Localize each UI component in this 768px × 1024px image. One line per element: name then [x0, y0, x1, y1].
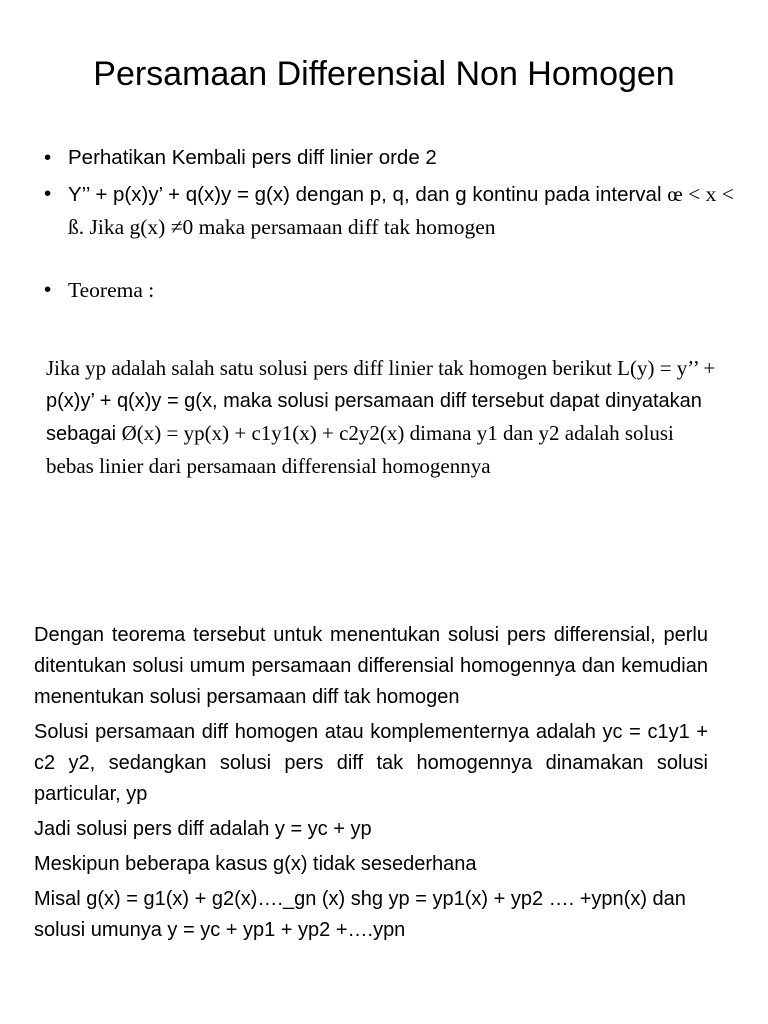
- spacer: [44, 248, 734, 274]
- bullet-dot: •: [44, 182, 52, 205]
- bullet-item-3: [44, 274, 734, 307]
- theorem-paragraph: [46, 352, 726, 482]
- paragraph-2: Solusi persamaan diff homogen atau komplementernya adalah yc = c1y1 + c2 y2, sedangkan solusi pers diff tak homogennya dinamakan solusi particular, yp: [34, 721, 708, 805]
- page-title: Persamaan Differensial Non Homogen: [93, 55, 675, 93]
- theorem-text-1: Jika yp adalah salah satu solusi pers diff linier tak homogen berikut L(y) = y’’ +: [46, 356, 716, 380]
- theorem-text-2: p(x)y’ + q(x)y = g(x, maka solusi persamaan diff tersebut dapat dinyatakan sebagai: [46, 390, 702, 445]
- bullet-dot: •: [44, 278, 52, 301]
- paragraph-4: Meskipun beberapa kasus g(x) tidak sesederhana: [34, 853, 477, 875]
- explanation-section: [34, 620, 708, 950]
- bullet-item-1: [44, 142, 734, 174]
- bullet-text-condition: œ < x < ß. Jika g(x) ≠0 maka persamaan diff tak homogen: [68, 182, 734, 239]
- paragraph-1: Dengan teorema tersebut untuk menentukan solusi pers differensial, perlu ditentukan solusi umum persamaan differensial homogennya dan kemudian menentukan solusi persamaan diff tak homogen: [34, 624, 708, 708]
- bullet-text-equation: Y’’ + p(x)y’ + q(x)y = g(x) dengan p, q, dan g kontinu pada interval: [68, 183, 668, 206]
- bullet-item-2: [44, 178, 734, 244]
- paragraph-5: Misal g(x) = g1(x) + g2(x)…._gn (x) shg yp = yp1(x) + yp2 …. +ypn(x) dan solusi umunya y = yc + yp1 + yp2 +….ypn: [34, 888, 686, 941]
- bullet-text: Perhatikan Kembali pers diff linier orde 2: [68, 146, 437, 169]
- theorem-text-3: Ø(x) = yp(x) + c1y1(x) + c2y2(x) dimana y1 dan y2 adalah solusi bebas linier dari persamaan differensial homogennya: [46, 421, 674, 478]
- bullet-text-theorem: Teorema :: [68, 278, 155, 302]
- paragraph-3: Jadi solusi pers diff adalah y = yc + yp: [34, 818, 372, 840]
- bullet-list: [44, 142, 734, 311]
- bullet-dot: •: [44, 146, 52, 169]
